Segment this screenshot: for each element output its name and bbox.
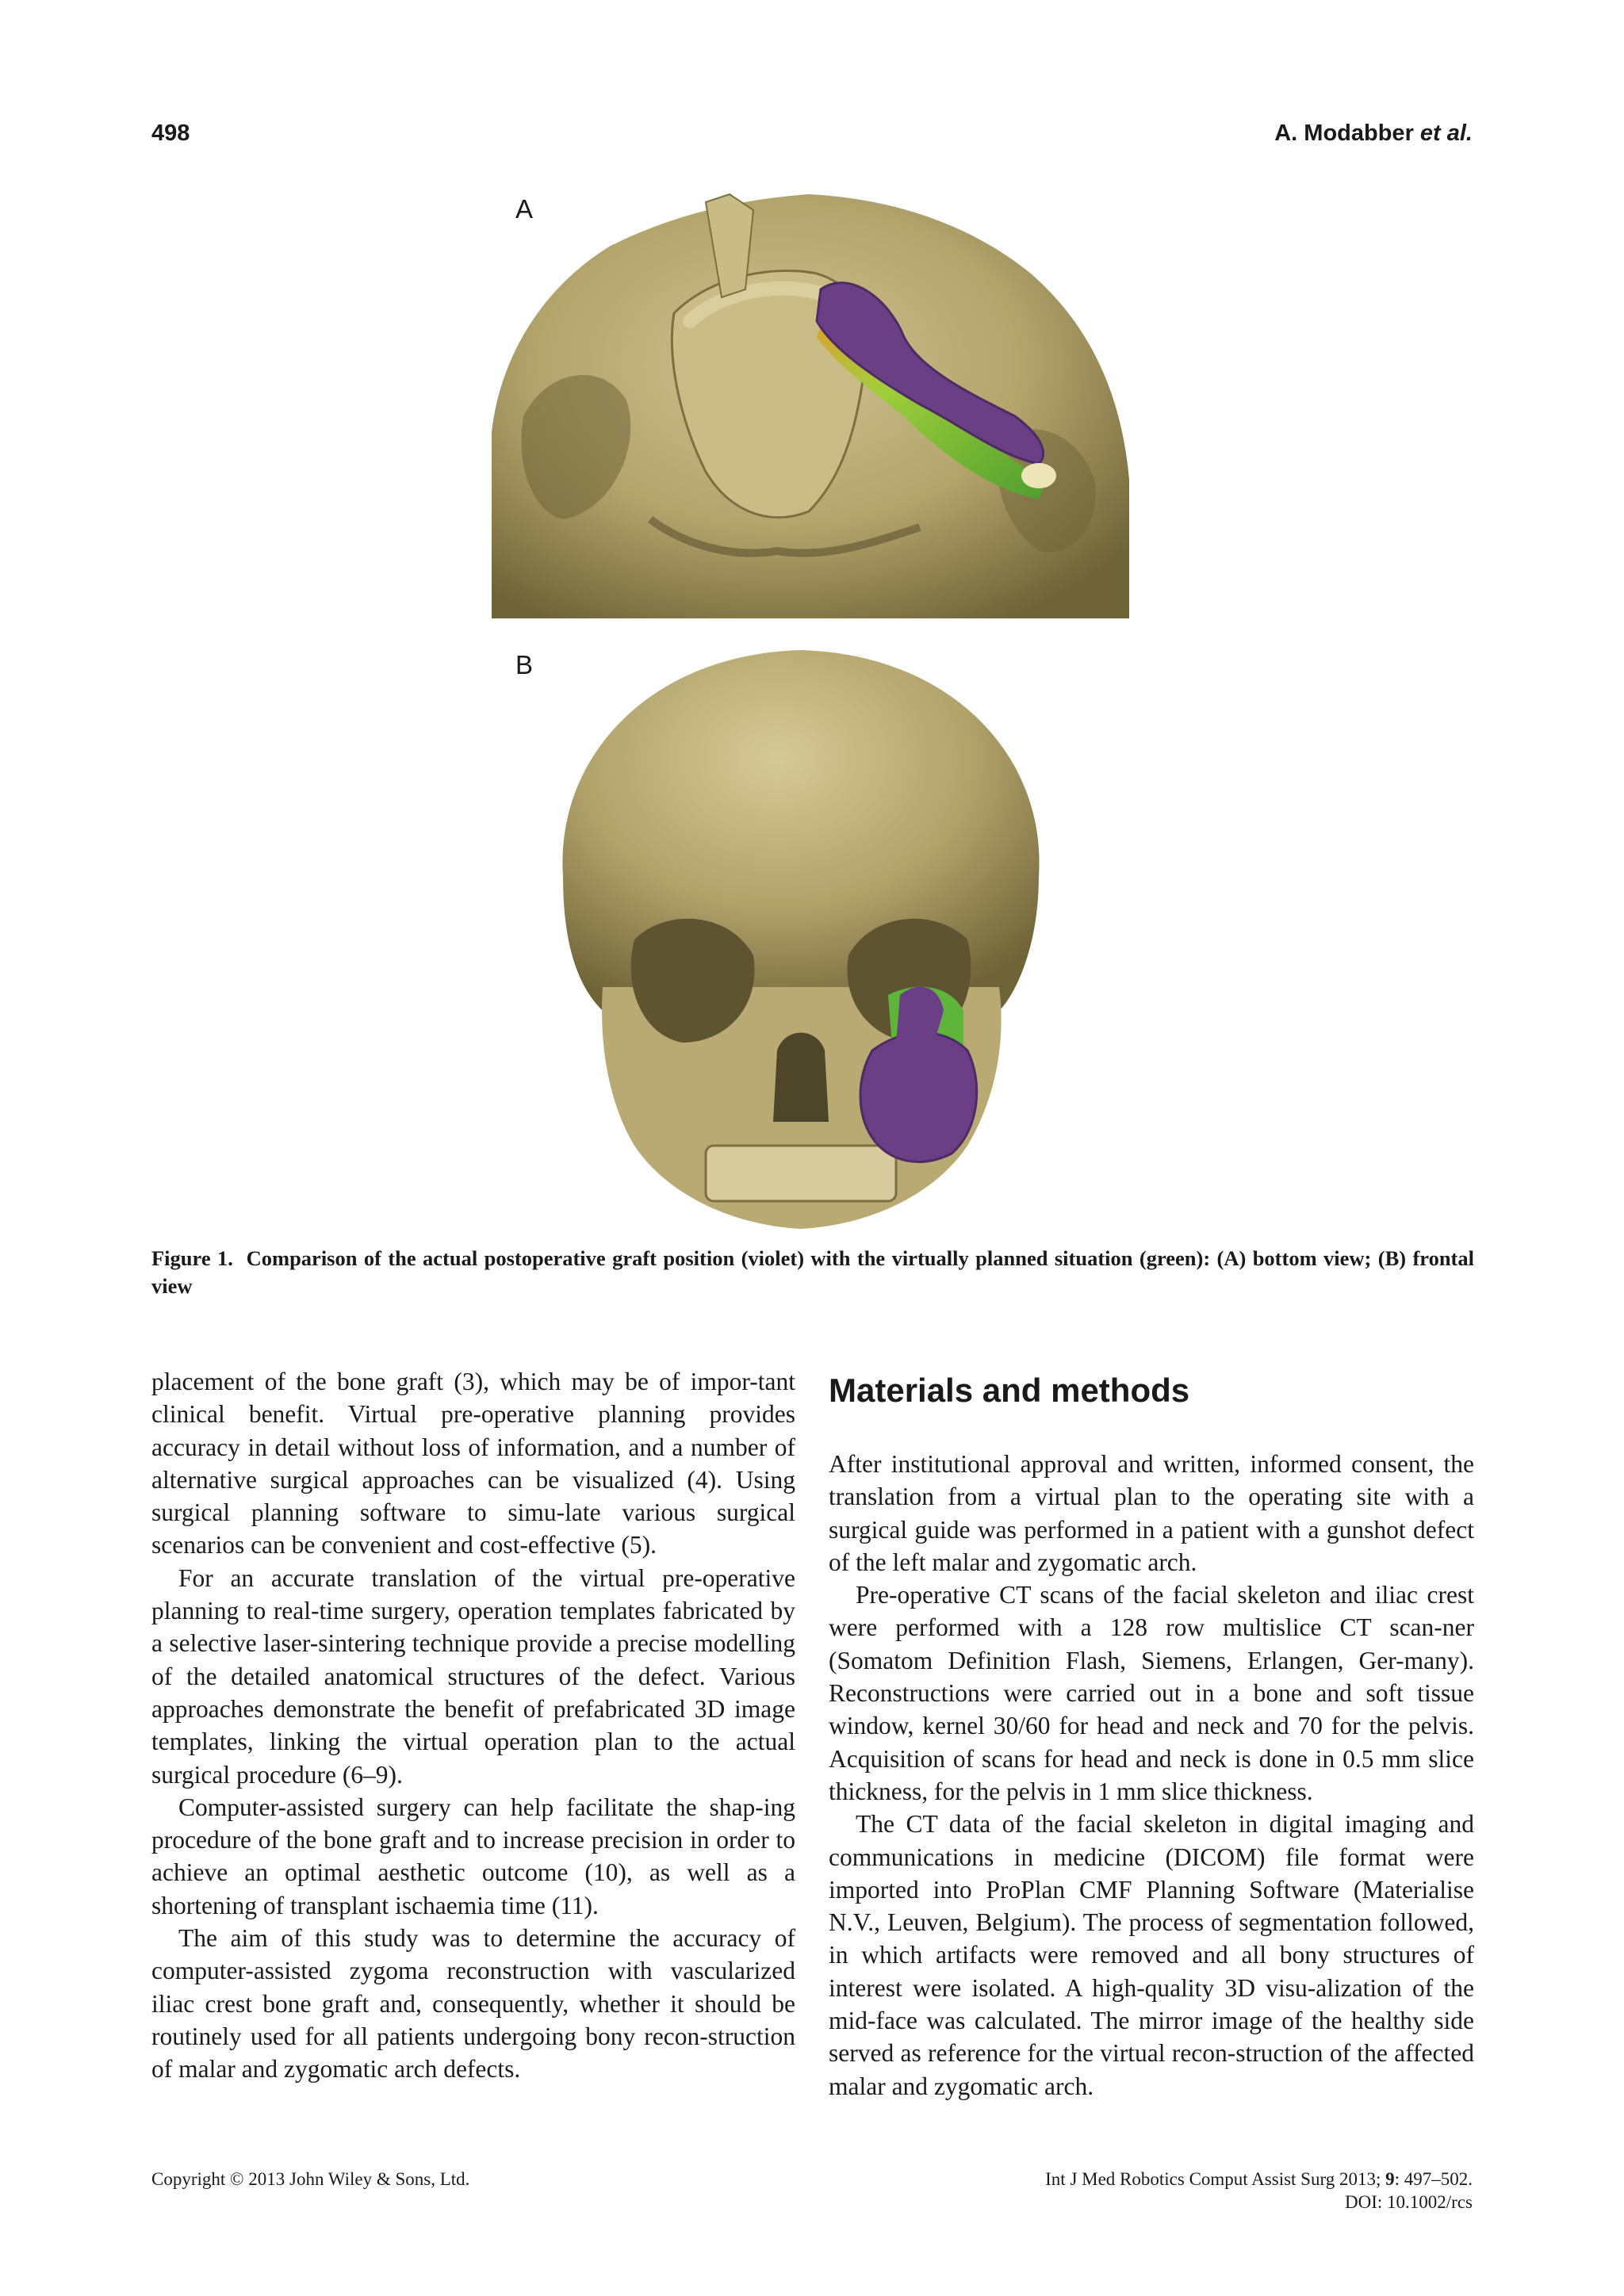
- body-paragraph: placement of the bone graft (3), which may be of impor-tant clinical benefit. Virtual pre-operative planning provides accuracy in detail without loss of information, and a number of alternative surgical approaches can be visualized (4). Using surgical planning software to simu-late various surgical scenarios can be convenient and cost-effective (5).: [151, 1368, 795, 1559]
- actual-graft-violet: [860, 1033, 977, 1162]
- section-heading: Materials and methods: [829, 1372, 1190, 1409]
- journal-name: Int J Med Robotics Comput Assist Surg 2013;: [1045, 2169, 1386, 2189]
- teeth-row: [706, 1146, 896, 1201]
- caption-label: Figure 1.: [151, 1246, 233, 1270]
- running-head-etal: et al.: [1419, 121, 1473, 146]
- doi: DOI: 10.1002/rcs: [1345, 2192, 1473, 2212]
- left-column: [151, 1365, 795, 2086]
- running-head-authors: A. Modabber: [1274, 121, 1420, 146]
- page-number: 498: [151, 121, 190, 146]
- caption-text: Comparison of the actual postoperative graft position (violet) with the virtually planned situation (green): (A) bottom view; (B) frontal view: [151, 1246, 1474, 1298]
- panel-a-label: A: [515, 194, 534, 224]
- figure-1-panel-a-image: [492, 178, 1129, 622]
- body-paragraph: After institutional approval and written, informed consent, the translation from a virtual plan to the operating site with a surgical guide was performed in a patient with a gunshot defect of the left malar and zygomatic arch.: [829, 1450, 1474, 1576]
- figure-1-panel-b-image: [523, 638, 1078, 1233]
- journal-line: [1045, 2168, 1473, 2191]
- body-paragraph: Pre-operative CT scans of the facial skeleton and iliac crest were performed with a 128 row multislice CT scan-ner (Somatom Definition Flash, Siemens, Erlangen, Ger-many). Reconstructions were carried out in a bone and soft tissue window, kernel 30/60 for head and neck and 70 for the pelvis. Acquisition of scans for head and neck is done in 0.5 mm slice thickness, for the pelvis in 1 mm slice thickness.: [829, 1581, 1474, 1805]
- journal-pages: : 497–502.: [1394, 2169, 1473, 2189]
- body-paragraph: The CT data of the facial skeleton in digital imaging and communications in medicine (DICOM) file format were imported into ProPlan CMF Planning Software (Materialise N.V., Leuven, Belgium). The process of segmentation followed, in which artifacts were removed and all bony structures of interest were isolated. A high-quality 3D visu-alization of the mid-face was calculated. The mirror image of the healthy side served as reference for the virtual recon-struction of the affected malar and zygomatic arch.: [829, 1810, 1474, 2100]
- right-column: [829, 1365, 1474, 2103]
- nasal-aperture: [773, 1033, 829, 1123]
- journal-citation: [1045, 2168, 1473, 2214]
- running-head: [1274, 121, 1473, 147]
- figure-caption: [151, 1245, 1474, 1300]
- body-paragraph: Computer-assisted surgery can help facilitate the shap-ing procedure of the bone graft and to increase precision in order to achieve an optimal aesthetic outcome (10), as well as a shortening of transplant ischaemia time (11).: [151, 1793, 795, 1919]
- copyright-notice: Copyright © 2013 John Wiley & Sons, Ltd.: [151, 2169, 470, 2189]
- journal-volume: 9: [1385, 2169, 1395, 2189]
- body-paragraph: For an accurate translation of the virtual pre-operative planning to real-time surgery, operation templates fabricated by a selective laser-sintering technique provide a precise modelling of the detailed anatomical structures of the defect. Various approaches demonstrate the benefit of prefabricated 3D image templates, linking the virtual operation plan to the actual surgical procedure (6–9).: [151, 1563, 795, 1789]
- graft-tip: [1021, 463, 1056, 488]
- panel-b-label: B: [515, 650, 534, 679]
- body-paragraph: The aim of this study was to determine the accuracy of computer-assisted zygoma reconstruction with vascularized iliac crest bone graft and, consequently, whether it should be routinely used for all patients undergoing bony recon-struction of malar and zygomatic arch defects.: [151, 1924, 795, 2084]
